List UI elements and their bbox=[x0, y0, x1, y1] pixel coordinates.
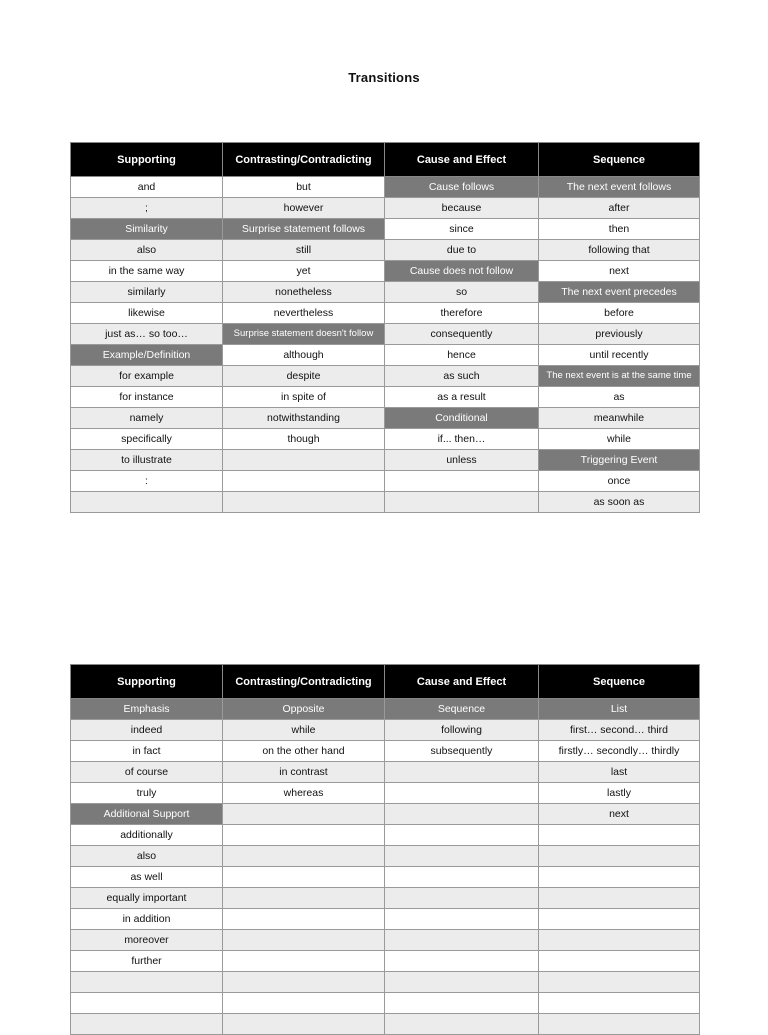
table-cell-supporting: also bbox=[71, 240, 223, 261]
table-cell-contrasting: despite bbox=[223, 366, 385, 387]
table-cell-supporting: as well bbox=[71, 867, 223, 888]
table-cell-contrasting: nonetheless bbox=[223, 282, 385, 303]
table-cell-cause-effect bbox=[385, 492, 539, 513]
table-cell-sequence: while bbox=[539, 429, 700, 450]
table-cell-sequence bbox=[539, 951, 700, 972]
table-cell-contrasting bbox=[223, 825, 385, 846]
category-label-sequence: List bbox=[539, 699, 700, 720]
table-cell-cause-effect bbox=[385, 762, 539, 783]
table-cell-supporting: namely bbox=[71, 408, 223, 429]
category-label-supporting: Similarity bbox=[71, 219, 223, 240]
table-cell-contrasting bbox=[223, 846, 385, 867]
table-cell-cause-effect bbox=[385, 846, 539, 867]
table-cell-supporting: of course bbox=[71, 762, 223, 783]
table-cell-supporting: just as… so too… bbox=[71, 324, 223, 345]
table-cell-supporting: further bbox=[71, 951, 223, 972]
table-cell-contrasting: however bbox=[223, 198, 385, 219]
table-cell-cause-effect: hence bbox=[385, 345, 539, 366]
table-cell-cause-effect bbox=[385, 951, 539, 972]
category-label-supporting: Emphasis bbox=[71, 699, 223, 720]
header-contrasting: Contrasting/Contradicting bbox=[223, 143, 385, 177]
table-cell-cause-effect bbox=[385, 867, 539, 888]
table-cell-cause-effect: as a result bbox=[385, 387, 539, 408]
header-cause-effect: Cause and Effect bbox=[385, 143, 539, 177]
table-cell-supporting: additionally bbox=[71, 825, 223, 846]
table-row bbox=[71, 762, 700, 783]
table-cell-sequence: next bbox=[539, 804, 700, 825]
table-cell-cause-effect: as such bbox=[385, 366, 539, 387]
table-cell-contrasting bbox=[223, 450, 385, 471]
table-cell-sequence bbox=[539, 909, 700, 930]
table-row bbox=[71, 303, 700, 324]
table-cell-cause-effect: since bbox=[385, 219, 539, 240]
table-cell-contrasting bbox=[223, 804, 385, 825]
table-cell-supporting: equally important bbox=[71, 888, 223, 909]
table-cell-sequence: first… second… third bbox=[539, 720, 700, 741]
transitions-table-2 bbox=[70, 664, 700, 1035]
category-label-contrasting: Surprise statement doesn't follow bbox=[223, 324, 385, 345]
category-label-cause-effect: Sequence bbox=[385, 699, 539, 720]
header-supporting: Supporting bbox=[71, 143, 223, 177]
table-row bbox=[71, 720, 700, 741]
table-cell-contrasting bbox=[223, 867, 385, 888]
table-cell-cause-effect: because bbox=[385, 198, 539, 219]
table-row bbox=[71, 699, 700, 720]
table-cell-cause-effect bbox=[385, 930, 539, 951]
table-cell-sequence: next bbox=[539, 261, 700, 282]
table-cell-cause-effect: following bbox=[385, 720, 539, 741]
table-row bbox=[71, 951, 700, 972]
table-body bbox=[71, 177, 700, 513]
table-cell-sequence bbox=[539, 930, 700, 951]
table-cell-contrasting: while bbox=[223, 720, 385, 741]
table-cell-contrasting bbox=[223, 951, 385, 972]
table-cell-supporting: specifically bbox=[71, 429, 223, 450]
table-cell-sequence bbox=[539, 993, 700, 1014]
table-cell-supporting: for instance bbox=[71, 387, 223, 408]
category-label-supporting: Additional Support bbox=[71, 804, 223, 825]
table-cell-cause-effect bbox=[385, 471, 539, 492]
category-label-sequence: The next event precedes bbox=[539, 282, 700, 303]
table-row bbox=[71, 240, 700, 261]
table-row bbox=[71, 930, 700, 951]
table-cell-sequence: after bbox=[539, 198, 700, 219]
table-cell-contrasting: although bbox=[223, 345, 385, 366]
table-row bbox=[71, 219, 700, 240]
category-label-sequence: Triggering Event bbox=[539, 450, 700, 471]
table-cell-cause-effect: so bbox=[385, 282, 539, 303]
table-cell-contrasting: whereas bbox=[223, 783, 385, 804]
table-row bbox=[71, 1014, 700, 1035]
table-cell-sequence bbox=[539, 825, 700, 846]
table-cell-sequence: meanwhile bbox=[539, 408, 700, 429]
table-cell-supporting: also bbox=[71, 846, 223, 867]
table-cell-cause-effect: due to bbox=[385, 240, 539, 261]
table-row bbox=[71, 867, 700, 888]
table-cell-contrasting: but bbox=[223, 177, 385, 198]
table-cell-supporting: and bbox=[71, 177, 223, 198]
transitions-table-1 bbox=[70, 142, 700, 513]
table-cell-contrasting: in spite of bbox=[223, 387, 385, 408]
table-cell-supporting: to illustrate bbox=[71, 450, 223, 471]
category-label-sequence: The next event is at the same time bbox=[539, 366, 700, 387]
table-cell-sequence: last bbox=[539, 762, 700, 783]
table-row bbox=[71, 387, 700, 408]
table-cell-sequence: then bbox=[539, 219, 700, 240]
table-header-row bbox=[71, 143, 700, 177]
table-cell-sequence: as soon as bbox=[539, 492, 700, 513]
table-cell-supporting: in fact bbox=[71, 741, 223, 762]
table-cell-sequence bbox=[539, 972, 700, 993]
table-cell-sequence: before bbox=[539, 303, 700, 324]
table-row bbox=[71, 783, 700, 804]
table-cell-sequence: previously bbox=[539, 324, 700, 345]
table-row bbox=[71, 888, 700, 909]
table-cell-contrasting: nevertheless bbox=[223, 303, 385, 324]
table-body bbox=[71, 699, 700, 1035]
category-label-supporting: Example/Definition bbox=[71, 345, 223, 366]
table-cell-cause-effect bbox=[385, 1014, 539, 1035]
table-cell-supporting: in addition bbox=[71, 909, 223, 930]
header-contrasting: Contrasting/Contradicting bbox=[223, 665, 385, 699]
table-cell-contrasting bbox=[223, 471, 385, 492]
table-cell-supporting bbox=[71, 972, 223, 993]
table-cell-cause-effect bbox=[385, 909, 539, 930]
table-cell-cause-effect: consequently bbox=[385, 324, 539, 345]
table-cell-supporting: indeed bbox=[71, 720, 223, 741]
table-cell-sequence: firstly… secondly… thirdly bbox=[539, 741, 700, 762]
table-row bbox=[71, 408, 700, 429]
header-cause-effect: Cause and Effect bbox=[385, 665, 539, 699]
category-label-cause-effect: Cause does not follow bbox=[385, 261, 539, 282]
table-header-row bbox=[71, 665, 700, 699]
table-cell-contrasting: on the other hand bbox=[223, 741, 385, 762]
table-row bbox=[71, 825, 700, 846]
table-cell-sequence bbox=[539, 888, 700, 909]
table-cell-cause-effect: if... then… bbox=[385, 429, 539, 450]
table-cell-supporting: likewise bbox=[71, 303, 223, 324]
table-row bbox=[71, 198, 700, 219]
table-cell-contrasting bbox=[223, 993, 385, 1014]
table-cell-sequence: until recently bbox=[539, 345, 700, 366]
table-cell-supporting bbox=[71, 993, 223, 1014]
table-cell-cause-effect: subsequently bbox=[385, 741, 539, 762]
table-cell-supporting: : bbox=[71, 471, 223, 492]
table-row bbox=[71, 972, 700, 993]
table-cell-sequence: following that bbox=[539, 240, 700, 261]
category-label-cause-effect: Conditional bbox=[385, 408, 539, 429]
table-row bbox=[71, 366, 700, 387]
table-row bbox=[71, 282, 700, 303]
header-supporting: Supporting bbox=[71, 665, 223, 699]
table-cell-supporting bbox=[71, 492, 223, 513]
table-row bbox=[71, 324, 700, 345]
table-row bbox=[71, 993, 700, 1014]
table-cell-contrasting bbox=[223, 1014, 385, 1035]
header-sequence: Sequence bbox=[539, 143, 700, 177]
table-row bbox=[71, 846, 700, 867]
category-label-contrasting: Opposite bbox=[223, 699, 385, 720]
table-row bbox=[71, 450, 700, 471]
table-cell-contrasting: in contrast bbox=[223, 762, 385, 783]
table-row bbox=[71, 804, 700, 825]
table-cell-supporting: similarly bbox=[71, 282, 223, 303]
table-cell-sequence bbox=[539, 867, 700, 888]
table-row bbox=[71, 261, 700, 282]
header-sequence: Sequence bbox=[539, 665, 700, 699]
table-row bbox=[71, 429, 700, 450]
table-cell-supporting: moreover bbox=[71, 930, 223, 951]
category-label-sequence: The next event follows bbox=[539, 177, 700, 198]
table-row bbox=[71, 345, 700, 366]
table-cell-supporting: truly bbox=[71, 783, 223, 804]
table-cell-cause-effect bbox=[385, 888, 539, 909]
table-cell-cause-effect bbox=[385, 783, 539, 804]
table-row bbox=[71, 177, 700, 198]
table-cell-cause-effect: therefore bbox=[385, 303, 539, 324]
table-cell-contrasting bbox=[223, 930, 385, 951]
table-row bbox=[71, 741, 700, 762]
table-cell-cause-effect bbox=[385, 993, 539, 1014]
table-cell-contrasting: though bbox=[223, 429, 385, 450]
table-cell-cause-effect bbox=[385, 804, 539, 825]
table-cell-contrasting: still bbox=[223, 240, 385, 261]
table-cell-sequence: once bbox=[539, 471, 700, 492]
table-row bbox=[71, 492, 700, 513]
table-cell-cause-effect bbox=[385, 972, 539, 993]
table-cell-sequence: lastly bbox=[539, 783, 700, 804]
table-cell-supporting bbox=[71, 1014, 223, 1035]
table-cell-cause-effect: unless bbox=[385, 450, 539, 471]
table-cell-contrasting bbox=[223, 888, 385, 909]
table-row bbox=[71, 471, 700, 492]
table-cell-contrasting bbox=[223, 909, 385, 930]
table-cell-contrasting: notwithstanding bbox=[223, 408, 385, 429]
table-cell-sequence bbox=[539, 1014, 700, 1035]
table-cell-sequence: as bbox=[539, 387, 700, 408]
table-cell-supporting: for example bbox=[71, 366, 223, 387]
table-cell-contrasting bbox=[223, 972, 385, 993]
table-cell-sequence bbox=[539, 846, 700, 867]
category-label-cause-effect: Cause follows bbox=[385, 177, 539, 198]
table-cell-contrasting: yet bbox=[223, 261, 385, 282]
table-cell-cause-effect bbox=[385, 825, 539, 846]
table-cell-supporting: in the same way bbox=[71, 261, 223, 282]
table-row bbox=[71, 909, 700, 930]
page-title: Transitions bbox=[348, 70, 420, 85]
table-cell-contrasting bbox=[223, 492, 385, 513]
category-label-contrasting: Surprise statement follows bbox=[223, 219, 385, 240]
table-cell-supporting: ; bbox=[71, 198, 223, 219]
